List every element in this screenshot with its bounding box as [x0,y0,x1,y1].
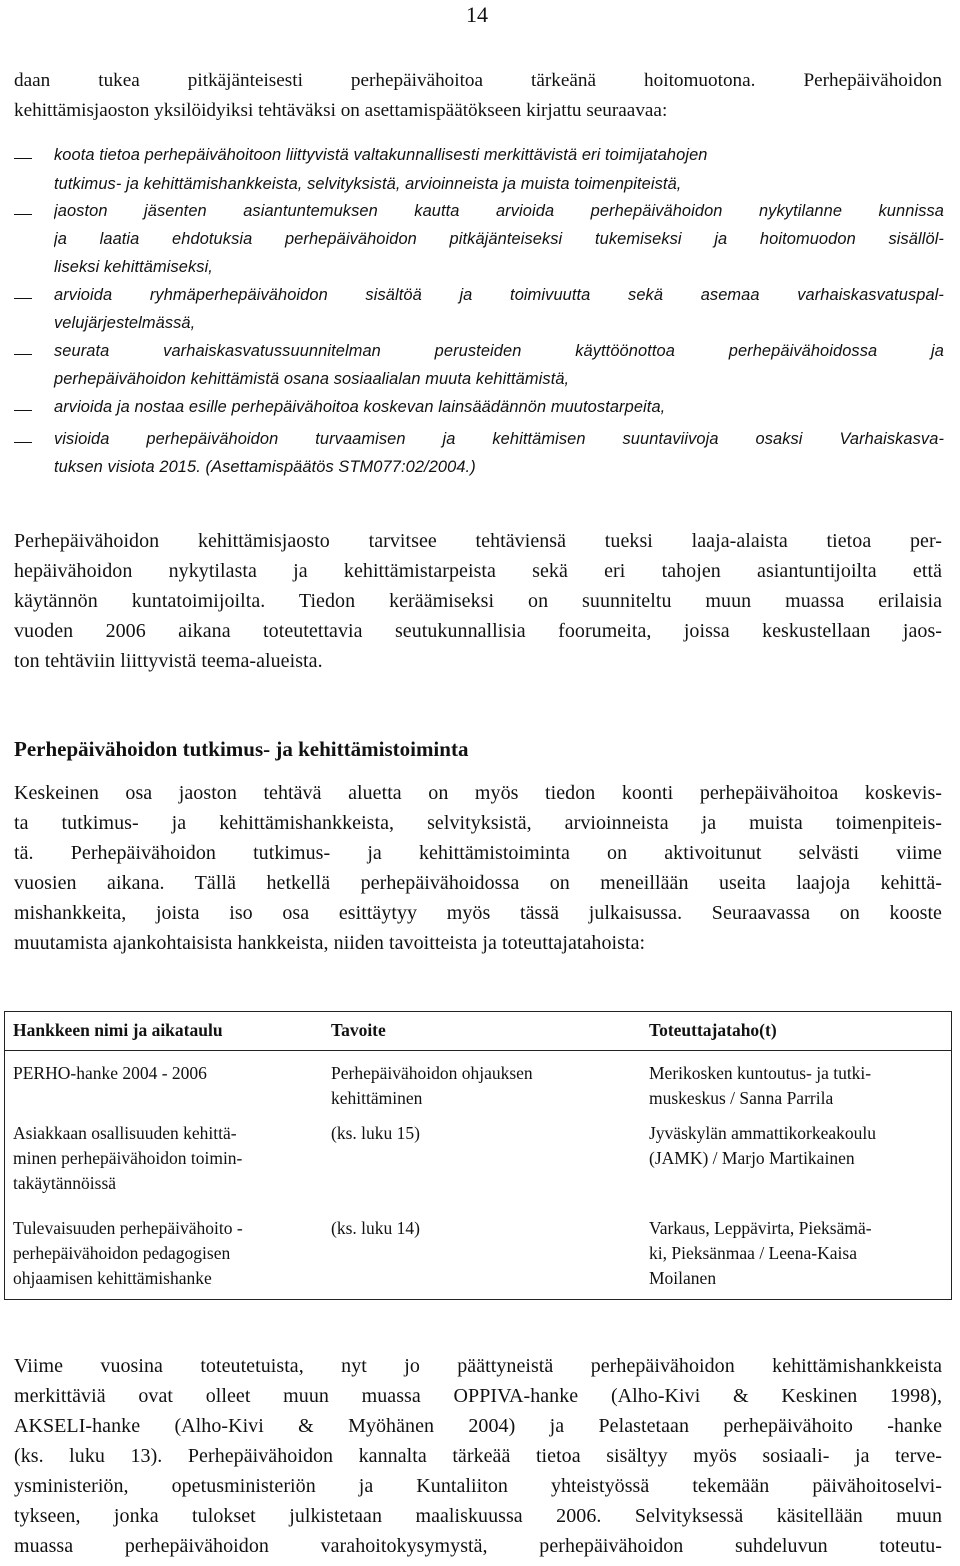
paragraph-line: Viime vuosina toteutetuista, nyt jo päättyneistä perhepäivähoidon kehittämishankkeista [14,1355,942,1377]
project-name-cell [5,1051,324,1120]
dash-bullet-icon [14,214,32,215]
cell-line: perhepäivähoidon pedagogisen [13,1243,231,1263]
cell-line: muskeskus / Sanna Parrila [649,1088,834,1108]
cell-line: minen perhepäivähoidon toimin- [13,1148,243,1168]
projects-table [4,1011,952,1300]
task-line: koota tietoa perhepäivähoitoon liittyvistä valtakunnallisesti merkittävistä eri toimijatahojen [54,146,708,164]
section-heading: Perhepäivähoidon tutkimus- ja kehittämistoiminta [14,737,469,761]
project-name-cell [5,1119,324,1204]
cell-line: kehittäminen [331,1088,423,1108]
cell-line: (ks. luku 15) [331,1123,420,1143]
paragraph-line: AKSELI-hanke (Alho-Kivi & Myöhänen 2004) ja Pelastetaan perhepäivähoito -hanke [14,1415,942,1437]
dash-bullet-icon [14,158,32,159]
paragraph-line: Keskeinen osa jaoston tehtävä aluetta on myös tiedon koonti perhepäivähoitoa koskevis- [14,782,942,804]
project-goal-cell [323,1051,641,1120]
task-line: arvioida ryhmäperhepäivähoidon sisältöä ja toimivuutta sekä asemaa varhaiskasvatuspal- [54,286,944,304]
project-name-cell [5,1204,324,1300]
intro-line: kehittämisjaoston yksilöidyiksi tehtäväksi on asettamispäätökseen kirjattu seuraavaa: [14,100,668,121]
dash-bullet-icon [14,354,32,355]
dash-bullet-icon [14,410,32,411]
column-header-name: Hankkeen nimi ja aikataulu [5,1012,324,1051]
paragraph-line: mishankkeita, joista iso osa esittäytyy myös tässä julkaisussa. Seuraavassa on kooste [14,902,942,924]
table-row [5,1204,952,1300]
dash-bullet-icon [14,298,32,299]
project-organizer-cell [641,1204,952,1300]
task-line: tuksen visiota 2015. (Asettamispäätös STM077:02/2004.) [54,458,476,476]
task-line: seurata varhaiskasvatussuunnitelman perusteiden käyttöönottoa perhepäivähoidossa ja [54,342,944,360]
task-line: liseksi kehittämiseksi, [54,258,213,276]
task-line: tutkimus- ja kehittämishankkeista, selvityksistä, arvioinneista ja muista toimenpiteistä, [54,175,682,193]
paragraph-line: muutamista ajankohtaisista hankkeista, niiden tavoitteista ja toteuttajatahoista: [14,932,646,954]
page-number: 14 [466,2,488,27]
dash-bullet-icon [14,442,32,443]
paragraph-line: merkittäviä ovat olleet muun muassa OPPIVA-hanke (Alho-Kivi & Keskinen 1998), [14,1385,942,1407]
paragraph-line: Perhepäivähoidon kehittämisjaosto tarvitsee tehtäviensä tueksi laaja-alaista tietoa per- [14,530,942,552]
cell-line: PERHO-hanke 2004 - 2006 [13,1063,207,1083]
table-row [5,1119,952,1204]
paragraph-line: tykseen, jonka tulokset julkistetaan maaliskuussa 2006. Selvityksessä käsitellään muun [14,1505,942,1527]
table-header-row [5,1012,952,1051]
cell-line: (JAMK) / Marjo Martikainen [649,1148,855,1168]
paragraph-line: (ks. luku 13). Perhepäivähoidon kannalta tärkeää tietoa sisältyy myös sosiaali- ja terve- [14,1445,942,1467]
paragraph-line: hepäivähoidon nykytilasta ja kehittämistarpeista sekä eri tahojen asiantuntijoilta että [14,560,942,582]
task-line: visioida perhepäivähoidon turvaamisen ja kehittämisen suuntaviivoja osaksi Varhaiskasva- [54,430,944,448]
cell-line: Asiakkaan osallisuuden kehittä- [13,1123,237,1143]
project-goal-cell [323,1119,641,1204]
cell-line: ohjaamisen kehittämishanke [13,1268,212,1288]
table-row [5,1051,952,1120]
paragraph-line: käytännön kuntatoimijoilta. Tiedon keräämiseksi on suunniteltu muun muassa erilaisia [14,590,942,612]
intro-line: daan tukea pitkäjänteisesti perhepäivähoitoa tärkeänä hoitomuotona. Perhepäivähoidon [14,70,942,91]
task-line: ja laatia ehdotuksia perhepäivähoidon pitkäjänteiseksi tukemiseksi ja hoitomuodon sisällöl- [54,230,944,248]
cell-line: Merikosken kuntoutus- ja tutki- [649,1063,872,1083]
cell-line: Varkaus, Leppävirta, Pieksämä- [649,1218,872,1238]
cell-line: (ks. luku 14) [331,1218,420,1238]
task-line: velujärjestelmässä, [54,314,196,332]
paragraph-line: ta tutkimus- ja kehittämishankkeista, selvityksistä, arvioinneista ja muista toimenpiteis- [14,812,942,834]
paragraph-line: vuosien aikana. Tällä hetkellä perhepäivähoidossa on meneillään useita laajoja kehittä- [14,872,942,894]
paragraph-line: ysministeriön, opetusministeriön ja Kuntaliiton yhteistyössä tekemään päivähoitoselvi- [14,1475,942,1497]
column-header-goal: Tavoite [323,1012,641,1051]
paragraph-line: muassa perhepäivähoidon varahoitokysymystä, perhepäivähoidon suhdeluvun toteutu- [14,1535,942,1557]
cell-line: takäytännöissä [13,1173,117,1193]
project-organizer-cell [641,1051,952,1120]
cell-line: ki, Pieksänmaa / Leena-Kaisa [649,1243,857,1263]
column-header-organizer: Toteuttajataho(t) [641,1012,952,1051]
paragraph-line: vuoden 2006 aikana toteutettavia seutukunnallisia foorumeita, joissa keskustellaan jaos- [14,620,942,642]
project-organizer-cell [641,1119,952,1204]
task-line: arvioida ja nostaa esille perhepäivähoitoa koskevan lainsäädännön muutostarpeita, [54,398,666,416]
cell-line: Tulevaisuuden perhepäivähoito - [13,1218,243,1238]
task-line: jaoston jäsenten asiantuntemuksen kautta arvioida perhepäivähoidon nykytilanne kunnissa [54,202,944,220]
paragraph-line: ton tehtäviin liittyvistä teema-alueista. [14,650,323,672]
cell-line: Moilanen [649,1268,717,1288]
project-goal-cell [323,1204,641,1300]
task-line: perhepäivähoidon kehittämistä osana sosiaalialan muuta kehittämistä, [54,370,570,388]
cell-line: Perhepäivähoidon ohjauksen [331,1063,533,1083]
cell-line: Jyväskylän ammattikorkeakoulu [649,1123,876,1143]
paragraph-line: tä. Perhepäivähoidon tutkimus- ja kehittämistoiminta on aktivoitunut selvästi viime [14,842,942,864]
